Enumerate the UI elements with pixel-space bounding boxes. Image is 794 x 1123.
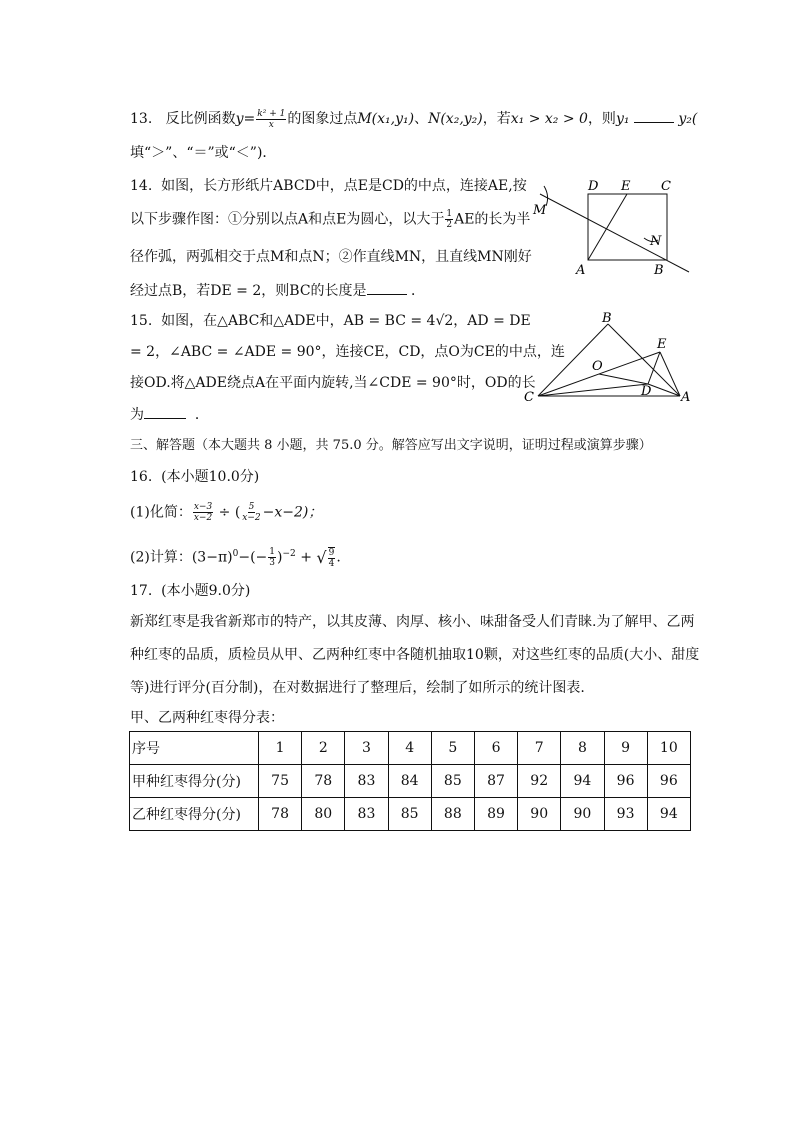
q14-text-4b: ． <box>410 283 425 299</box>
table-cell: 90 <box>518 798 561 831</box>
q16-sqrt-frac <box>328 547 336 569</box>
q15-label-o: O <box>592 359 603 374</box>
table-cell: 78 <box>259 798 302 831</box>
table-cell: 96 <box>647 765 690 798</box>
q16-expr-plus: + <box>300 549 312 566</box>
q16-part1 <box>130 502 322 523</box>
q13-point-m: M(x₁,y₁) <box>357 111 415 127</box>
q14-line2 <box>130 209 530 230</box>
table-header-cell: 7 <box>518 732 561 765</box>
q15-line2: = 2，∠ABC = ∠ADE = 90°，连接CE，CD，点O为CE的中点，连 <box>130 344 565 360</box>
q14-half-fraction <box>445 209 453 230</box>
table-cell: 78 <box>302 765 345 798</box>
table-header-cell: 6 <box>474 732 517 765</box>
table-header-row <box>130 732 691 765</box>
q13-eq: = <box>243 111 256 127</box>
table-cell: 85 <box>388 798 431 831</box>
q17-para-2: 种红枣的品质，质检员从甲、乙两种红枣中各随机抽取10颗，对这些红枣的品质(大小、甜度 <box>130 647 700 663</box>
q15-label-e: E <box>657 337 667 352</box>
q16-number: 16. <box>130 469 153 485</box>
table-cell: 94 <box>647 798 690 831</box>
q15-line-od <box>599 374 648 384</box>
q16-part2 <box>130 544 341 569</box>
table-cell: 85 <box>431 765 474 798</box>
q16-part1-tail: −x−2)； <box>262 504 323 521</box>
table-cell: 88 <box>431 798 474 831</box>
q16-exp-neg2: −2 <box>282 549 296 559</box>
section3-heading: 三、解答题（本大题共 8 小题，共 75.0 分。解答应写出文字说明，证明过程或演算步骤） <box>130 438 652 453</box>
q15-figure <box>520 308 696 408</box>
q14-line3: 径作弧，两弧相交于点M和点N；②作直线MN，且直线MN刚好 <box>130 249 532 265</box>
q16-part2-label: (2)计算： <box>130 549 192 566</box>
q16-header <box>130 467 259 487</box>
table-header-cell: 序号 <box>130 732 259 765</box>
q14-label-m: M <box>533 203 547 218</box>
q16-expr-b: −(− <box>238 549 268 566</box>
q17-para-1: 新郑红枣是我省新郑市的特产，以其皮薄、肉厚、核小、味甜备受人们青睐.为了解甲、乙两 <box>130 614 695 630</box>
table-cell: 87 <box>474 765 517 798</box>
q13-number: 13. <box>130 111 153 127</box>
q16-score: (本小题10.0分) <box>161 469 260 485</box>
q15-label-d: D <box>641 384 652 399</box>
table-row-jia <box>130 765 691 798</box>
q16-expr-c: ) <box>277 549 283 566</box>
q14-text-4a: 经过点B，若DE = 2，则BC的长度是 <box>130 283 367 299</box>
q15-text-4b: ． <box>194 407 209 423</box>
table-header-cell: 2 <box>302 732 345 765</box>
table-header-cell: 8 <box>561 732 604 765</box>
table-cell: 93 <box>604 798 647 831</box>
q15-label-b: B <box>602 311 612 326</box>
q14-label-a: A <box>576 263 586 278</box>
q13-text-a: 反比例函数 <box>165 111 236 127</box>
q13-text-c: ，若 <box>482 111 511 127</box>
table-cell: 80 <box>302 798 345 831</box>
q15-label-c: C <box>524 390 534 405</box>
q16-sqrt-sign: √ <box>316 547 327 567</box>
q15-line4 <box>130 404 209 425</box>
q13-frac-den: x <box>268 119 274 130</box>
q16-frac2-den: x−2 <box>242 513 261 523</box>
table-cell: 94 <box>561 765 604 798</box>
table-header-cell: 5 <box>431 732 474 765</box>
table-header-cell: 10 <box>647 732 690 765</box>
q14-rectangle <box>588 194 667 260</box>
q16-part2-end: . <box>336 549 341 566</box>
q14-line1 <box>130 176 527 196</box>
table-header-cell: 9 <box>604 732 647 765</box>
q15-number: 15. <box>130 313 153 329</box>
score-table <box>129 731 691 831</box>
q17-header <box>130 581 250 601</box>
q14-answer-blank[interactable] <box>367 280 407 295</box>
q16-frac-third <box>268 547 276 568</box>
q13-y2: y₂( <box>678 111 698 127</box>
q13-line1 <box>130 108 697 130</box>
q13-point-n: N(x₂,y₂) <box>428 111 483 127</box>
q14-text-2b: AE的长为半 <box>454 211 531 228</box>
table-cell: 乙种红枣得分(分) <box>130 798 259 831</box>
q15-text-1: 如图，在△ABC和△ADE中，AB = BC = 4√2，AD = DE <box>161 313 531 329</box>
q16-expr-a: (3−π) <box>191 549 233 566</box>
q16-sqrt <box>316 547 336 569</box>
q16-frac-1 <box>193 502 213 523</box>
table-header-cell: 1 <box>259 732 302 765</box>
q16-frac2-num: 5 <box>248 502 255 512</box>
q14-text-1: 如图，长方形纸片ABCD中，点E是CD的中点，连接AE,按 <box>161 178 527 194</box>
table-cell: 96 <box>604 765 647 798</box>
q14-half-den: 2 <box>446 220 453 230</box>
q14-figure <box>526 174 696 282</box>
q15-line3: 接OD.将△ADE绕点A在平面内旋转,当∠CDE = 90°时，OD的长 <box>130 375 536 391</box>
q16-sqrt-num: 9 <box>328 547 335 558</box>
q15-line1 <box>130 311 531 331</box>
table-row-yi <box>130 798 691 831</box>
q14-label-n: N <box>650 234 662 249</box>
table-header-cell: 3 <box>345 732 388 765</box>
q16-frac1-den: x−2 <box>193 513 213 523</box>
table-cell: 83 <box>345 765 388 798</box>
q13-line2: 填“＞”、“＝”或“＜”)． <box>130 145 277 161</box>
q13-text-d: ，则 <box>587 111 616 127</box>
q14-label-e: E <box>621 179 631 194</box>
q16-third-num: 1 <box>269 547 276 558</box>
q14-line-ae <box>588 194 627 260</box>
q13-sep: 、 <box>414 111 429 127</box>
q17-number: 17. <box>130 583 153 599</box>
q16-divide: ÷ ( <box>218 504 241 521</box>
q14-number: 14. <box>130 178 153 194</box>
q16-frac1-num: x−3 <box>193 502 213 512</box>
q13-condition: x₁ > x₂ > 0 <box>510 111 588 127</box>
table-cell: 83 <box>345 798 388 831</box>
q13-frac-num: k² + 1 <box>257 108 286 119</box>
q16-part1-label: (1)化简： <box>130 504 192 521</box>
table-cell: 84 <box>388 765 431 798</box>
q13-y1: y₁ <box>615 111 630 127</box>
q14-label-b: B <box>654 263 664 278</box>
q16-sqrt-den: 4 <box>328 558 335 569</box>
q14-half-num: 1 <box>446 209 453 219</box>
q13-text-b: 的图象过点 <box>287 111 358 127</box>
q14-text-2a: 以下步骤作图：①分别以点A和点E为圆心，以大于 <box>130 211 445 228</box>
q16-third-den: 3 <box>269 558 276 569</box>
q13-fraction <box>256 109 286 130</box>
table-cell: 75 <box>259 765 302 798</box>
q17-score: (本小题9.0分) <box>161 583 251 599</box>
q15-label-a: A <box>681 390 691 405</box>
q15-line-ed <box>648 352 660 384</box>
table-cell: 89 <box>474 798 517 831</box>
q13-answer-blank[interactable] <box>634 108 674 123</box>
q14-line4 <box>130 280 425 301</box>
q14-label-c: C <box>661 179 671 194</box>
q15-text-4a: 为 <box>130 407 144 423</box>
table-cell: 90 <box>561 798 604 831</box>
q14-label-d: D <box>588 179 599 194</box>
q16-exp-0: 0 <box>232 549 239 559</box>
table-cell: 92 <box>518 765 561 798</box>
q17-para-3: 等)进行评分(百分制)，在对数据进行了整理后，绘制了如所示的统计图表. <box>130 680 585 696</box>
q17-table-caption: 甲、乙两种红枣得分表： <box>130 710 284 726</box>
q13-func-y: y <box>235 111 244 127</box>
q15-answer-blank[interactable] <box>144 404 186 419</box>
q16-frac-2 <box>241 502 261 523</box>
table-cell: 甲种红枣得分(分) <box>130 765 259 798</box>
table-header-cell: 4 <box>388 732 431 765</box>
